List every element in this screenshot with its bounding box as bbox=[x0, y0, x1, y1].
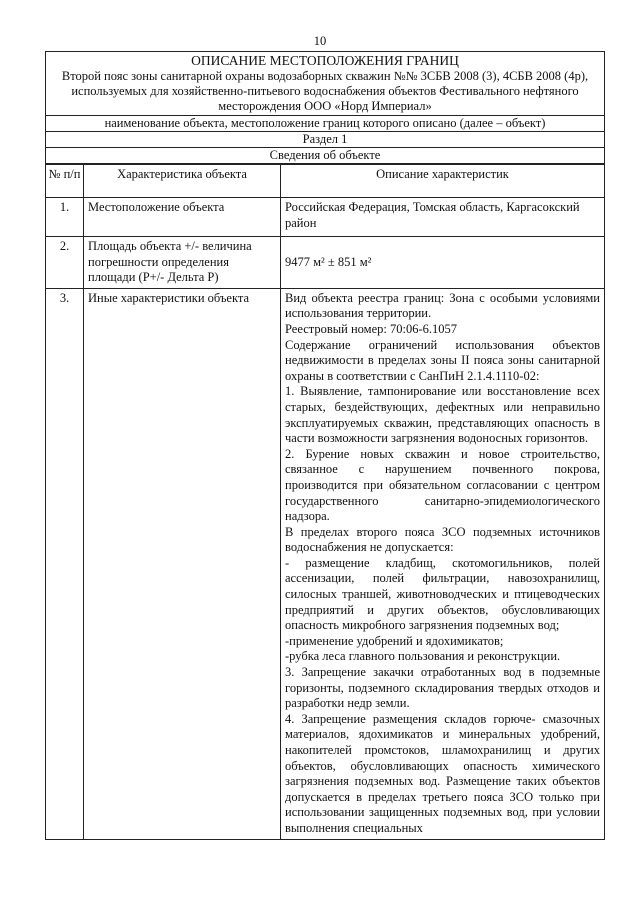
desc-paragraph: 2. Бурение новых скважин и новое строительство, связанное с нарушением почвенного покрова, производится при обязательном согласовании с центром государственного санитарно-эпидемиологического надзора. bbox=[285, 446, 600, 524]
desc-paragraph: -применение удобрений и ядохимикатов; bbox=[285, 633, 504, 648]
subtitle-line-3: месторождения ООО «Норд Империал» bbox=[218, 99, 432, 113]
row-num: 1. bbox=[46, 198, 84, 237]
col-header-description: Описание характеристик bbox=[281, 165, 605, 198]
col-header-num: № п/п bbox=[46, 165, 84, 198]
subtitle-line-1: Второй пояс зоны санитарной охраны водозаборных скважин №№ 3СБВ 2008 (3), 4СБВ 2008 (4р), bbox=[61, 69, 589, 83]
header-block bbox=[46, 52, 604, 116]
table-row bbox=[46, 237, 605, 289]
desc-paragraph: Содержание ограничений использования объектов недвижимости в пределах зоны II пояса зоны санитарной охраны в соответствии с СанПиН 2.1.4.1110-02: bbox=[285, 337, 600, 383]
desc-paragraph: -рубка леса главного пользования и реконструкции. bbox=[285, 649, 561, 664]
section-label: Раздел 1 bbox=[46, 132, 604, 148]
desc-paragraph: 4. Запрещение размещения складов горюче- смазочных материалов, ядохимикатов и минеральных удобрений, накопителей промстоков, шламохранилищ и других объектов, обусловливающих опасность химического загрязнения подземных вод. Размещение таких объектов допускается в пределах третьего пояса ЗСО только при использовании защищенных подземных вод, при условии выполнения специальных bbox=[285, 711, 600, 835]
row-num: 2. bbox=[46, 237, 84, 289]
table-row bbox=[46, 288, 605, 839]
desc-paragraph: - размещение кладбищ, скотомогильников, полей ассенизации, полей фильтрации, навозохранилищ, силосных траншей, животноводческих и птицеводческих предприятий и других объектов, обусловливающих опасность микробного загрязнения подземных вод; bbox=[285, 555, 600, 633]
object-info-table bbox=[45, 164, 605, 840]
document-title: ОПИСАНИЕ МЕСТОПОЛОЖЕНИЯ ГРАНИЦ bbox=[191, 53, 459, 68]
table-header-row bbox=[46, 165, 605, 198]
desc-paragraph: Вид объекта реестра границ: Зона с особыми условиями использования территории. bbox=[285, 290, 600, 321]
desc-paragraph: 1. Выявление, тампонирование или восстановление всех старых, бездействующих, дефектных или неправильно эксплуатируемых скважин, представляющих опасность в части возможности загрязнения водоносных горизонтов. bbox=[285, 384, 600, 446]
table-row bbox=[46, 198, 605, 237]
row-num: 3. bbox=[46, 288, 84, 839]
row-characteristic: Иные характеристики объекта bbox=[84, 288, 281, 839]
desc-paragraph: В пределах второго пояса ЗСО подземных источников водоснабжения не допускается: bbox=[285, 524, 600, 555]
subtitle-line-2: используемых для хозяйственно-питьевого водоснабжения объектов Фестивального нефтяного bbox=[71, 84, 579, 98]
row-description-multi bbox=[281, 288, 605, 839]
col-header-characteristic: Характеристика объекта bbox=[84, 165, 281, 198]
document-header bbox=[45, 51, 605, 164]
desc-paragraph: Реестровый номер: 70:06-6.1057 bbox=[285, 321, 457, 336]
row-characteristic: Местоположение объекта bbox=[84, 198, 281, 237]
row-description: 9477 м² ± 851 м² bbox=[281, 237, 605, 289]
section-title: Сведения об объекте bbox=[46, 148, 604, 164]
row-characteristic: Площадь объекта +/- величина погрешности определения площади (Р+/- Дельта Р) bbox=[84, 237, 281, 289]
document-body bbox=[45, 51, 605, 840]
desc-paragraph: 3. Запрещение закачки отработанных вод в подземные горизонты, подземного складирования твердых отходов и разработки недр земли. bbox=[285, 665, 600, 711]
page-number: 10 bbox=[313, 34, 327, 48]
object-description-line: наименование объекта, местоположение границ которого описано (далее – объект) bbox=[46, 116, 604, 132]
row-description: Российская Федерация, Томская область, Каргасокский район bbox=[281, 198, 605, 237]
